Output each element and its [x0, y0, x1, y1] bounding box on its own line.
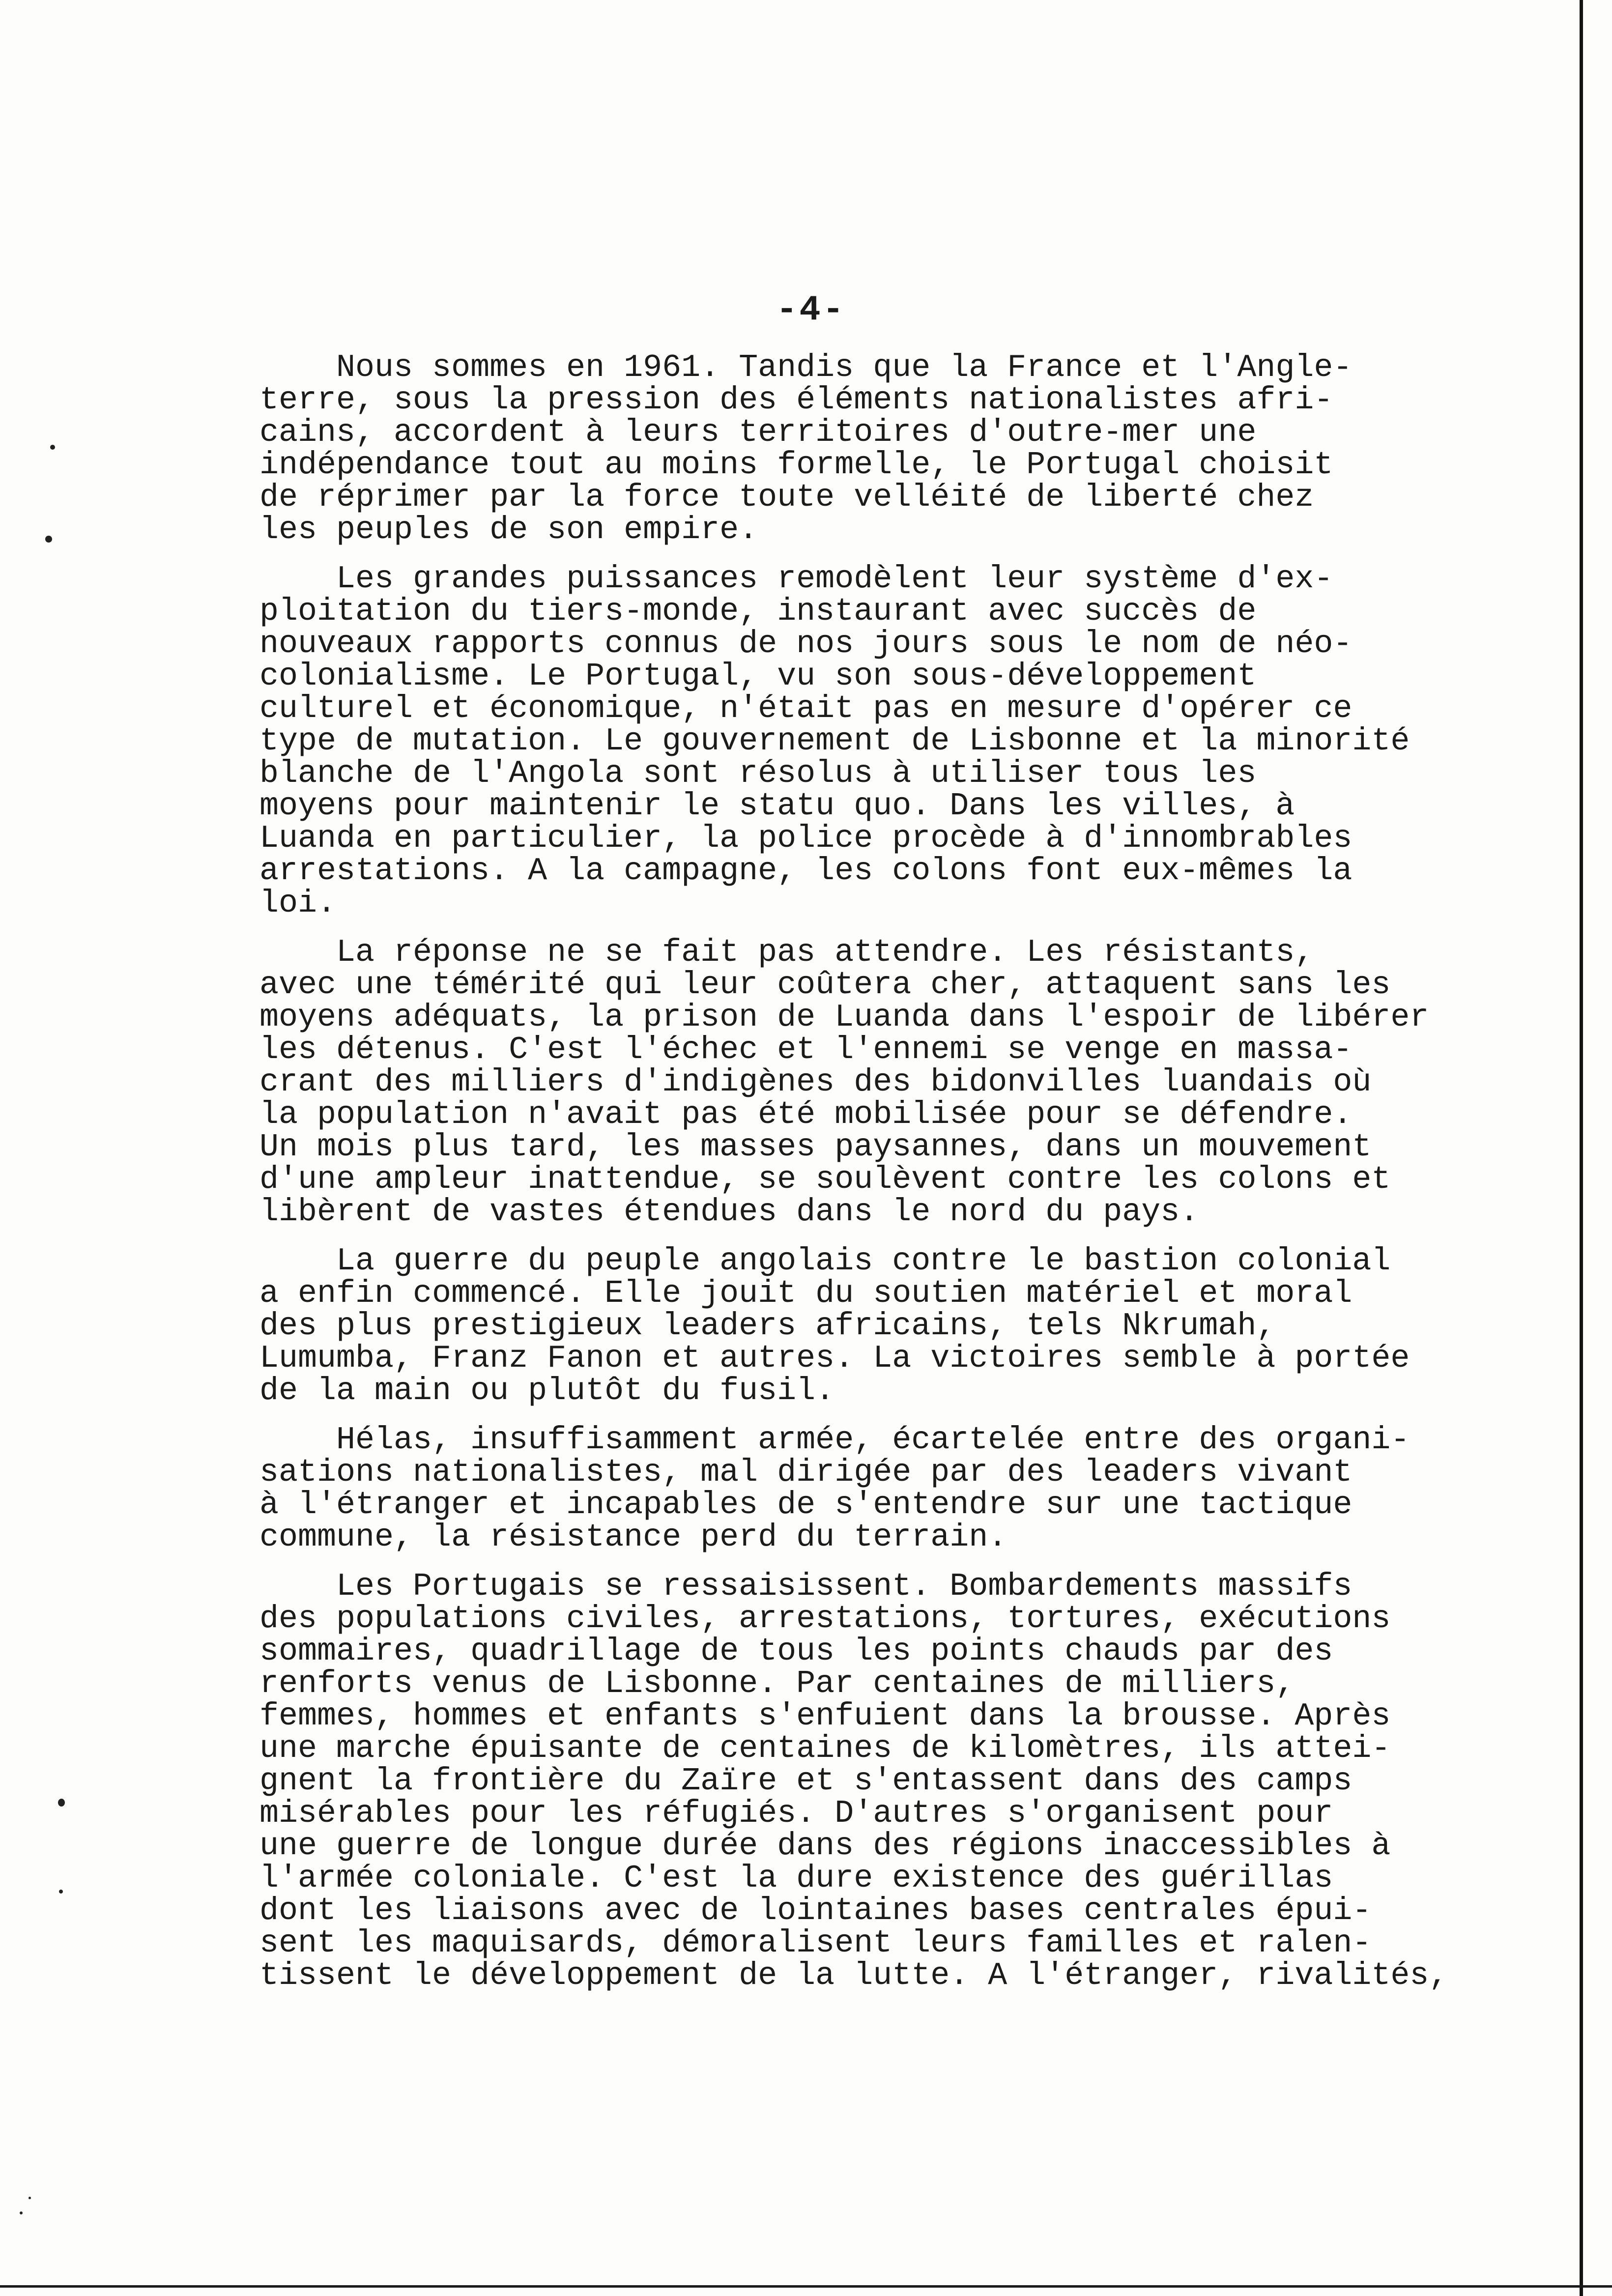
- paragraph: [259, 936, 1478, 1228]
- text-line: blanche de l'Angola sont résolus à utiliser tous les: [259, 755, 1257, 792]
- text-line: moyens adéquats, la prison de Luanda dans l'espoir de libérer: [259, 999, 1429, 1035]
- text-line: une marche épuisante de centaines de kilomètres, ils attei-: [259, 1730, 1391, 1767]
- paragraph: [259, 1570, 1478, 1992]
- scan-speck: [59, 1890, 63, 1894]
- text-line: tissent le développement de la lutte. A l'étranger, rivalités,: [259, 1957, 1448, 1994]
- page-number: -4-: [776, 290, 846, 330]
- text-line: la population n'avait pas été mobilisée pour se défendre.: [259, 1096, 1353, 1133]
- text-line: loi.: [259, 885, 337, 921]
- text-line: a enfin commencé. Elle jouit du soutien matériel et moral: [259, 1275, 1353, 1312]
- text-line: misérables pour les réfugiés. D'autres s'organisent pour: [259, 1795, 1333, 1832]
- text-line: type de mutation. Le gouvernement de Lisbonne et la minorité: [259, 723, 1410, 759]
- text-line: Un mois plus tard, les masses paysannes, dans un mouvement: [259, 1129, 1372, 1165]
- text-line: La guerre du peuple angolais contre le bastion colonial: [259, 1243, 1391, 1279]
- body-text: [259, 351, 1478, 2009]
- scan-speck: [45, 536, 52, 543]
- scan-speck: [58, 1799, 65, 1807]
- text-line: de la main ou plutôt du fusil.: [259, 1373, 835, 1409]
- paragraph: [259, 351, 1478, 546]
- text-line: des plus prestigieux leaders africains, tels Nkrumah,: [259, 1308, 1276, 1344]
- text-line: d'une ampleur inattendue, se soulèvent contre les colons et: [259, 1161, 1391, 1198]
- text-line: une guerre de longue durée dans des régions inaccessibles à: [259, 1828, 1391, 1864]
- text-line: Nous sommes en 1961. Tandis que la France et l'Angle-: [259, 349, 1353, 386]
- scan-speck: [50, 445, 55, 450]
- text-line: les détenus. C'est l'échec et l'ennemi se venge en massa-: [259, 1032, 1353, 1068]
- text-line: sommaires, quadrillage de tous les points chauds par des: [259, 1633, 1333, 1669]
- text-line: femmes, hommes et enfants s'enfuient dans la brousse. Après: [259, 1698, 1391, 1734]
- text-line: dont les liaisons avec de lointaines bases centrales épui-: [259, 1893, 1372, 1929]
- text-line: l'armée coloniale. C'est la dure existence des guérillas: [259, 1860, 1333, 1896]
- paragraph: [259, 563, 1478, 919]
- text-line: Lumumba, Franz Fanon et autres. La victoires semble à portée: [259, 1340, 1410, 1377]
- text-line: de réprimer par la force toute velléité de liberté chez: [259, 479, 1314, 516]
- text-line: à l'étranger et incapables de s'entendre sur une tactique: [259, 1487, 1353, 1523]
- text-line: crant des milliers d'indigènes des bidonvilles luandais où: [259, 1064, 1372, 1100]
- text-line: les peuples de son empire.: [259, 512, 758, 548]
- text-line: sent les maquisards, démoralisent leurs familles et ralen-: [259, 1925, 1372, 1961]
- text-line: moyens pour maintenir le statu quo. Dans les villes, à: [259, 788, 1295, 824]
- text-line: Hélas, insuffisamment armée, écartelée entre des organi-: [259, 1422, 1410, 1458]
- scan-bottom-rule: [0, 2285, 1612, 2288]
- text-line: des populations civiles, arrestations, tortures, exécutions: [259, 1601, 1391, 1637]
- text-line: ploitation du tiers-monde, instaurant avec succès de: [259, 593, 1257, 630]
- paragraph: [259, 1424, 1478, 1553]
- text-line: nouveaux rapports connus de nos jours sous le nom de néo-: [259, 626, 1353, 662]
- scan-speck: [29, 2197, 31, 2199]
- scan-speck: [20, 2211, 23, 2214]
- paragraph: [259, 1245, 1478, 1407]
- text-line: cains, accordent à leurs territoires d'outre-mer une: [259, 414, 1257, 451]
- text-line: indépendance tout au moins formelle, le Portugal choisit: [259, 447, 1333, 483]
- text-line: terre, sous la pression des éléments nationalistes afri-: [259, 382, 1333, 418]
- scan-edge-rule: [1580, 0, 1583, 2296]
- text-line: Les Portugais se ressaisissent. Bombardements massifs: [259, 1568, 1353, 1605]
- text-line: culturel et économique, n'était pas en mesure d'opérer ce: [259, 690, 1353, 727]
- text-line: La réponse ne se fait pas attendre. Les résistants,: [259, 934, 1314, 971]
- text-line: libèrent de vastes étendues dans le nord du pays.: [259, 1194, 1199, 1230]
- text-line: Luanda en particulier, la police procède à d'innombrables: [259, 820, 1353, 857]
- text-line: renforts venus de Lisbonne. Par centaines de milliers,: [259, 1665, 1295, 1702]
- text-line: gnent la frontière du Zaïre et s'entassent dans des camps: [259, 1763, 1353, 1799]
- text-line: sations nationalistes, mal dirigée par des leaders vivant: [259, 1454, 1353, 1491]
- text-line: commune, la résistance perd du terrain.: [259, 1519, 1008, 1555]
- text-line: arrestations. A la campagne, les colons font eux-mêmes la: [259, 853, 1353, 889]
- text-line: avec une témérité qui leur coûtera cher, attaquent sans les: [259, 967, 1391, 1003]
- text-line: colonialisme. Le Portugal, vu son sous-développement: [259, 658, 1257, 694]
- text-line: Les grandes puissances remodèlent leur système d'ex-: [259, 561, 1333, 597]
